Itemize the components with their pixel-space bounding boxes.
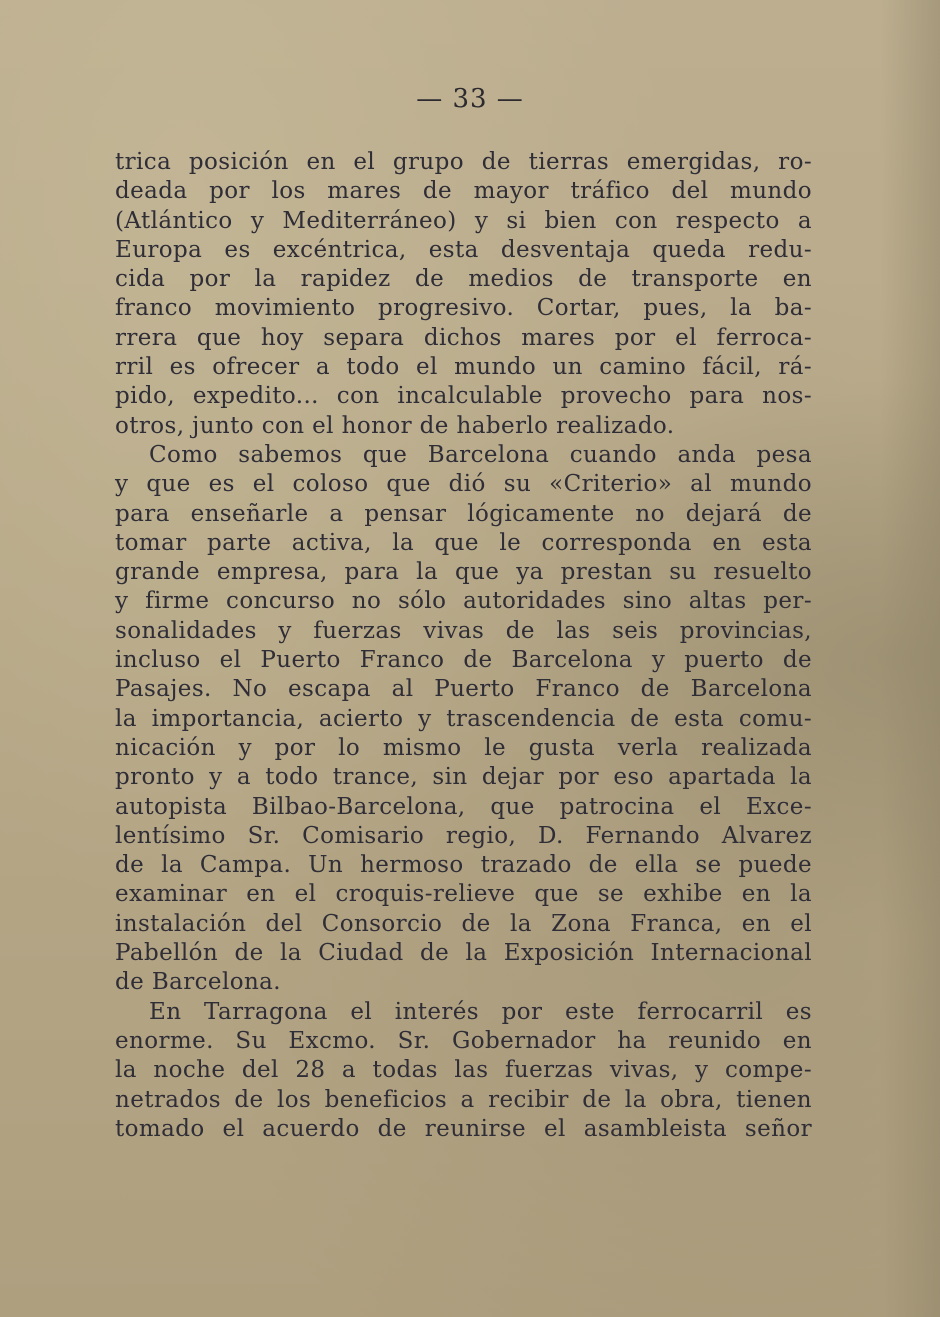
text-line: deada por los mares de mayor tráfico del mundo: [115, 178, 812, 205]
text-line: pronto y a todo trance, sin dejar por eso apartada la: [115, 764, 812, 791]
text-line: para enseñarle a pensar lógicamente no dejará de: [115, 500, 812, 527]
text-line: grande empresa, para la que ya prestan su resuelto: [115, 559, 812, 586]
text-line: enorme. Su Excmo. Sr. Gobernador ha reunido en: [115, 1027, 812, 1054]
text-line: la noche del 28 a todas las fuerzas vivas, y compe-: [115, 1057, 812, 1084]
text-line: Como sabemos que Barcelona cuando anda pesa: [149, 441, 812, 468]
text-line: rrera que hoy separa dichos mares por el ferroca-: [115, 324, 812, 351]
text-line: y que es el coloso que dió su «Criterio» al mundo: [115, 471, 812, 498]
text-line: incluso el Puerto Franco de Barcelona y puerto de: [115, 647, 812, 674]
body-text: [115, 148, 812, 1144]
text-line: instalación del Consorcio de la Zona Franca, en el: [115, 910, 812, 937]
text-line: de la Campa. Un hermoso trazado de ella se puede: [115, 852, 812, 879]
text-line: cida por la rapidez de medios de transporte en: [115, 266, 812, 293]
text-line: la importancia, acierto y trascendencia de esta comu-: [115, 705, 812, 732]
text-line: (Atlántico y Mediterráneo) y si bien con respecto a: [115, 207, 812, 234]
text-line: Pabellón de la Ciudad de la Exposición Internacional: [115, 940, 812, 967]
text-line: nicación y por lo mismo le gusta verla realizada: [115, 734, 812, 761]
text-line: otros, junto con el honor de haberlo realizado.: [115, 412, 675, 439]
text-line: franco movimiento progresivo. Cortar, pues, la ba-: [115, 295, 812, 322]
text-line: examinar en el croquis-relieve que se exhibe en la: [115, 881, 812, 908]
text-line: tomado el acuerdo de reunirse el asambleista señor: [115, 1115, 812, 1142]
text-line: lentísimo Sr. Comisario regio, D. Fernando Alvarez: [115, 822, 812, 849]
text-line: Europa es excéntrica, esta desventaja queda redu-: [115, 236, 812, 263]
text-line: En Tarragona el interés por este ferrocarril es: [149, 998, 812, 1025]
text-line: y firme concurso no sólo autoridades sino altas per-: [115, 588, 812, 615]
text-line: autopista Bilbao-Barcelona, que patrocina el Exce-: [115, 793, 812, 820]
text-line: Pasajes. No escapa al Puerto Franco de Barcelona: [115, 676, 812, 703]
text-line: netrados de los beneficios a recibir de la obra, tienen: [115, 1086, 812, 1113]
text-line: sonalidades y fuerzas vivas de las seis provincias,: [115, 617, 812, 644]
page-edge-shadow: [880, 0, 940, 1317]
text-line: tomar parte activa, la que le corresponda en esta: [115, 529, 812, 556]
text-line: trica posición en el grupo de tierras emergidas, ro-: [115, 149, 812, 175]
page-number: — 33 —: [416, 84, 524, 114]
text-line: rril es ofrecer a todo el mundo un camino fácil, rá-: [115, 354, 812, 381]
text-line: pido, expedito... con incalculable provecho para nos-: [115, 383, 812, 410]
text-line: de Barcelona.: [115, 969, 281, 996]
